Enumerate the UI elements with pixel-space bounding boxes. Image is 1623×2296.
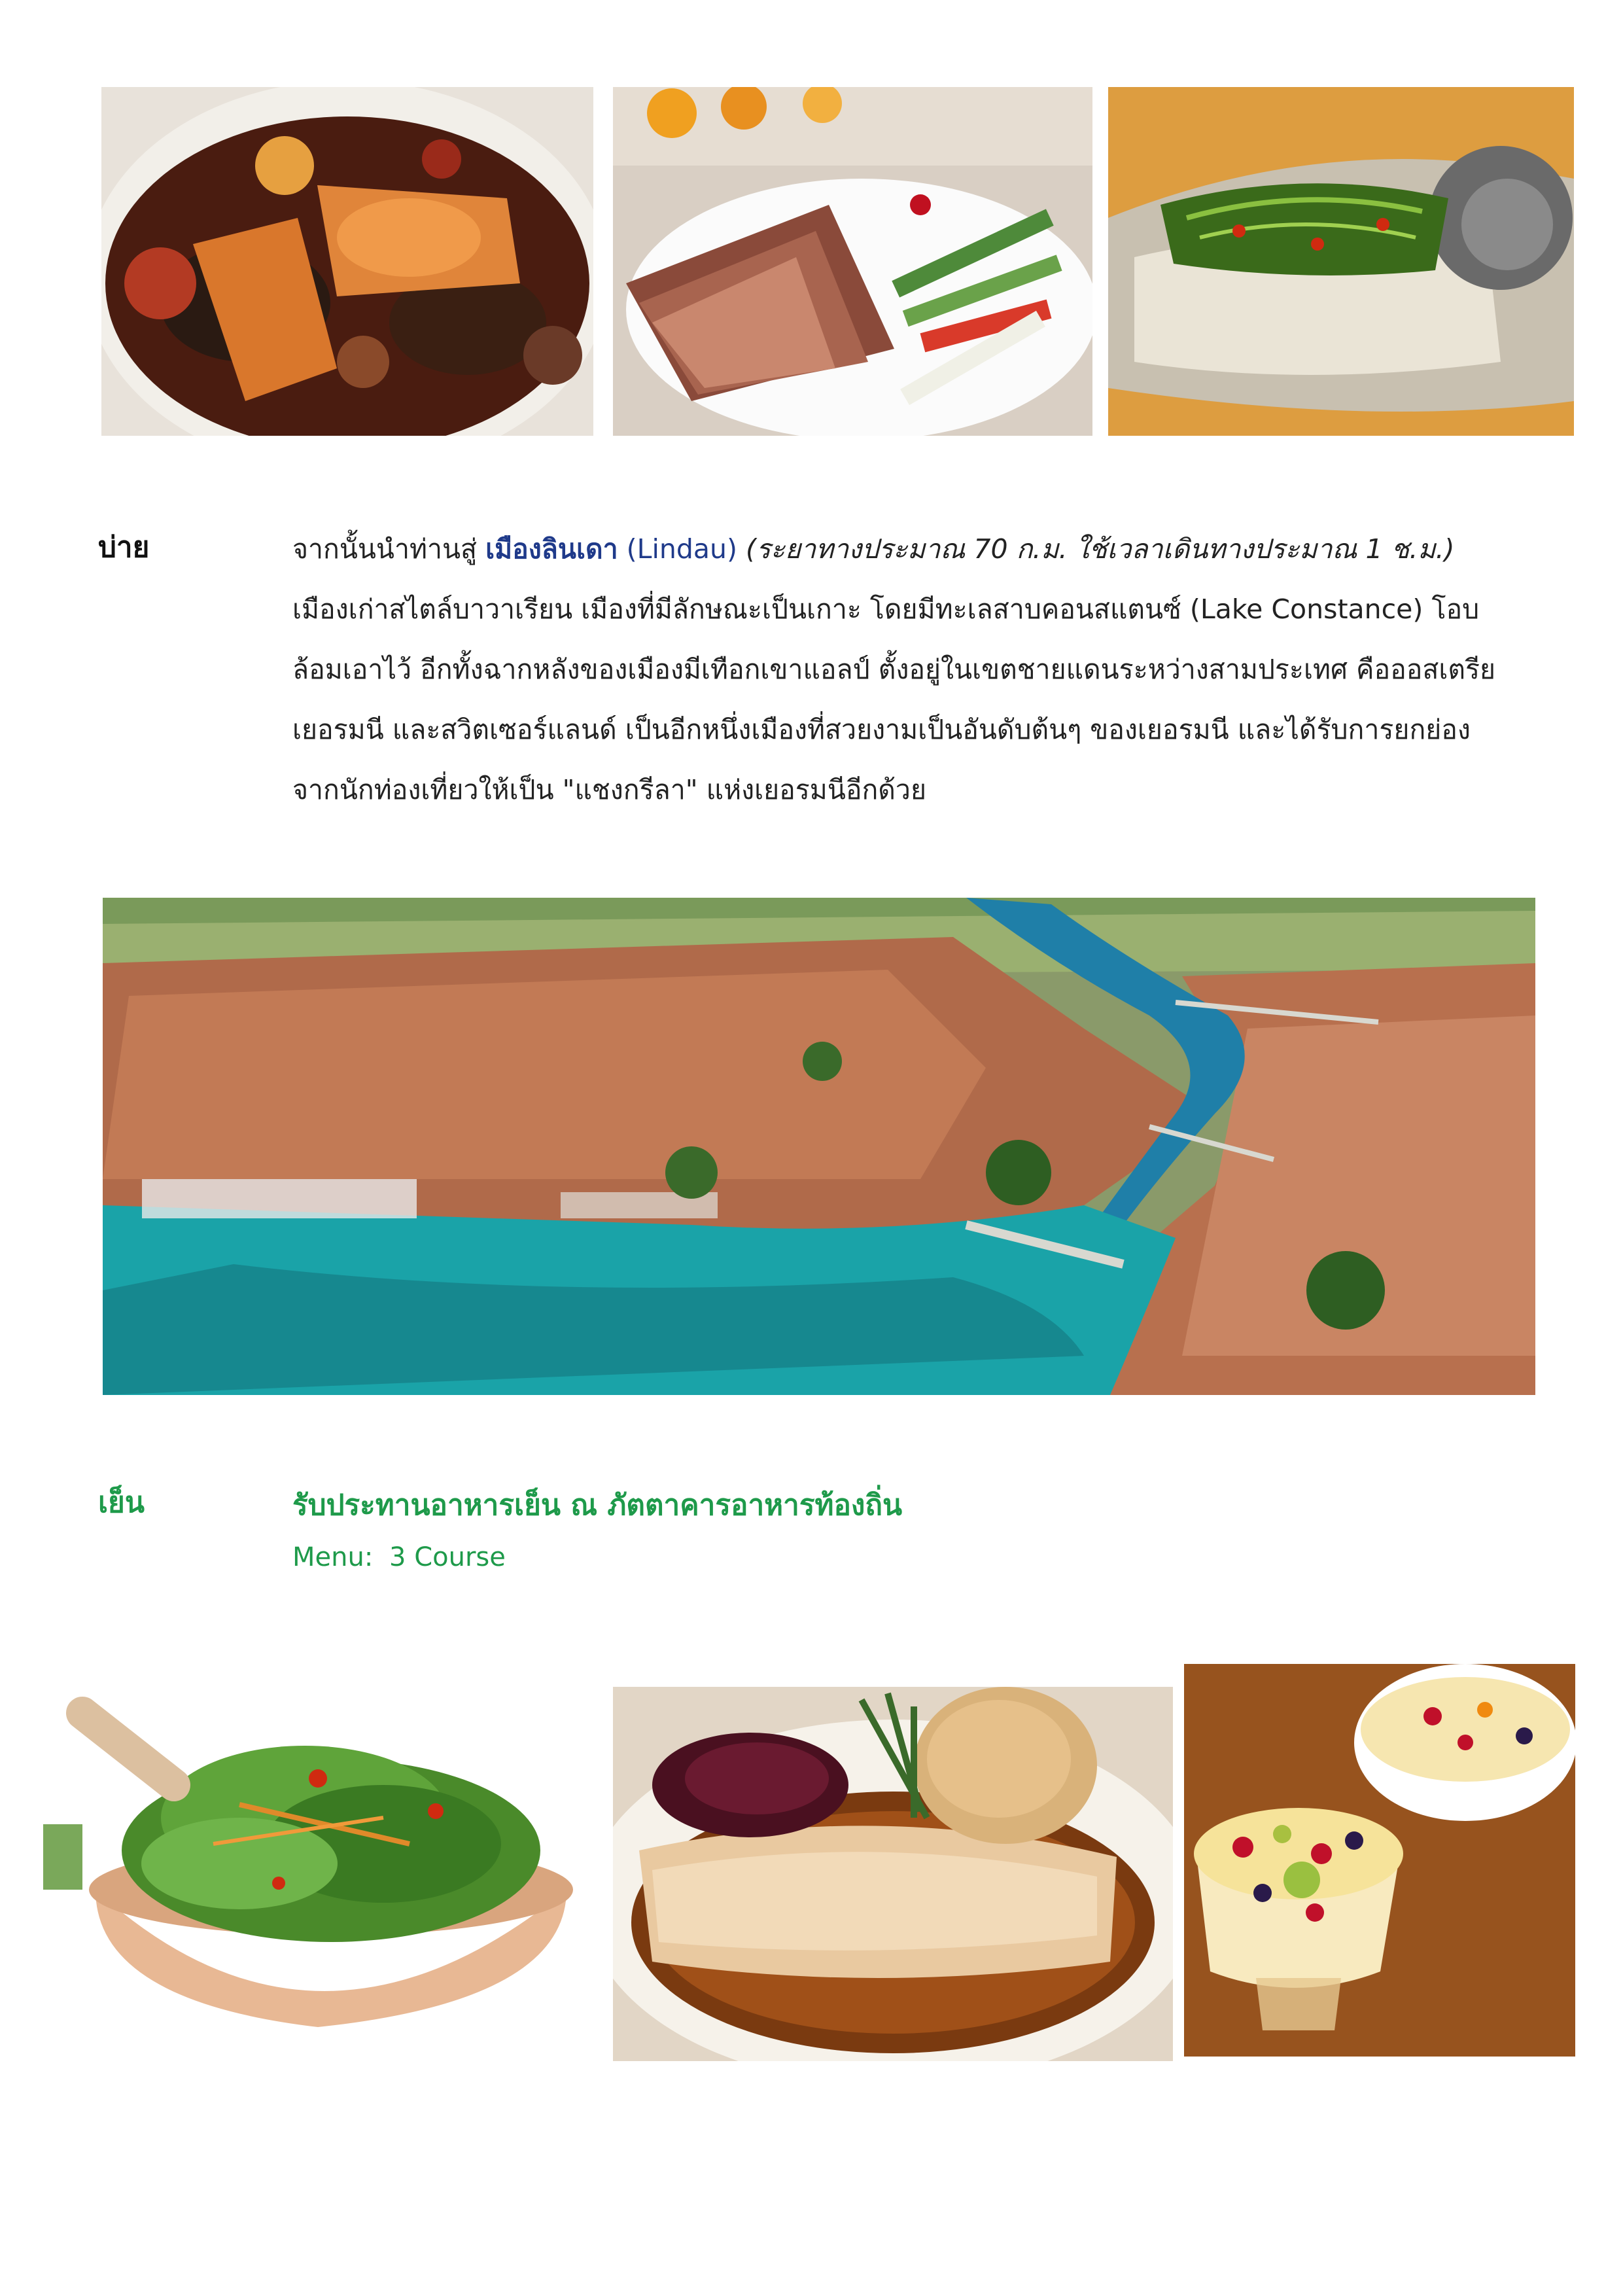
dinner-title: รับประทานอาหารเย็น ณ ภัตตาคารอาหารท้องถิ่น <box>292 1489 903 1522</box>
afternoon-line-5: จากนักท่องเที่ยวให้เป็น "แชงกรีลา" แห่งเยอรมนีอีกด้วย <box>292 774 926 805</box>
photo-braised-pork-stew <box>101 87 593 436</box>
afternoon-line-3: ล้อมเอาไว้ อีกทั้งฉากหลังของเมืองมีเทือกเขาแอลป์ ตั้งอยู่ในเขตชายแดนระหว่างสามประเทศ คือออสเตรีย <box>292 654 1496 685</box>
distance-note: (ระยาทางประมาณ 70 ก.ม. ใช้เวลาเดินทางประมาณ 1 ช.ม.) <box>737 533 1455 565</box>
destination-city-th: เมืองลินเดา <box>485 533 618 565</box>
photo-roast-pork-dumpling <box>613 1687 1173 2061</box>
photo-steamed-fish <box>1108 87 1574 436</box>
photo-fresh-herb-salad <box>43 1687 593 2055</box>
destination-city-en: (Lindau) <box>618 533 737 565</box>
afternoon-description <box>292 519 1535 820</box>
evening-time-label: เย็น <box>98 1486 145 1519</box>
menu-label: Menu: <box>292 1542 374 1572</box>
photo-aerial-lakeside-town <box>103 898 1535 1395</box>
afternoon-intro: จากนั้นนำท่านสู่ <box>292 533 486 565</box>
afternoon-line-2: เมืองเก่าสไตล์บาวาเรียน เมืองที่มีลักษณะเป็นเกาะ โดยมีทะเลสาบคอนสแตนซ์ (Lake Constance) โอบ <box>292 593 1480 625</box>
menu-course-count: 3 Course <box>389 1542 506 1572</box>
afternoon-time-label: บ่าย <box>98 531 150 564</box>
afternoon-line-4: เยอรมนี และสวิตเซอร์แลนด์ เป็นอีกหนึ่งเมืองที่สวยงามเป็นอันดับต้นๆ ของเยอรมนี และได้รับการยกย่อง <box>292 714 1471 745</box>
photo-roast-duck-asparagus <box>613 87 1092 436</box>
photo-fruit-custard-dessert <box>1184 1664 1575 2057</box>
afternoon-line-1 <box>292 519 1535 579</box>
menu-line <box>292 1542 506 1572</box>
